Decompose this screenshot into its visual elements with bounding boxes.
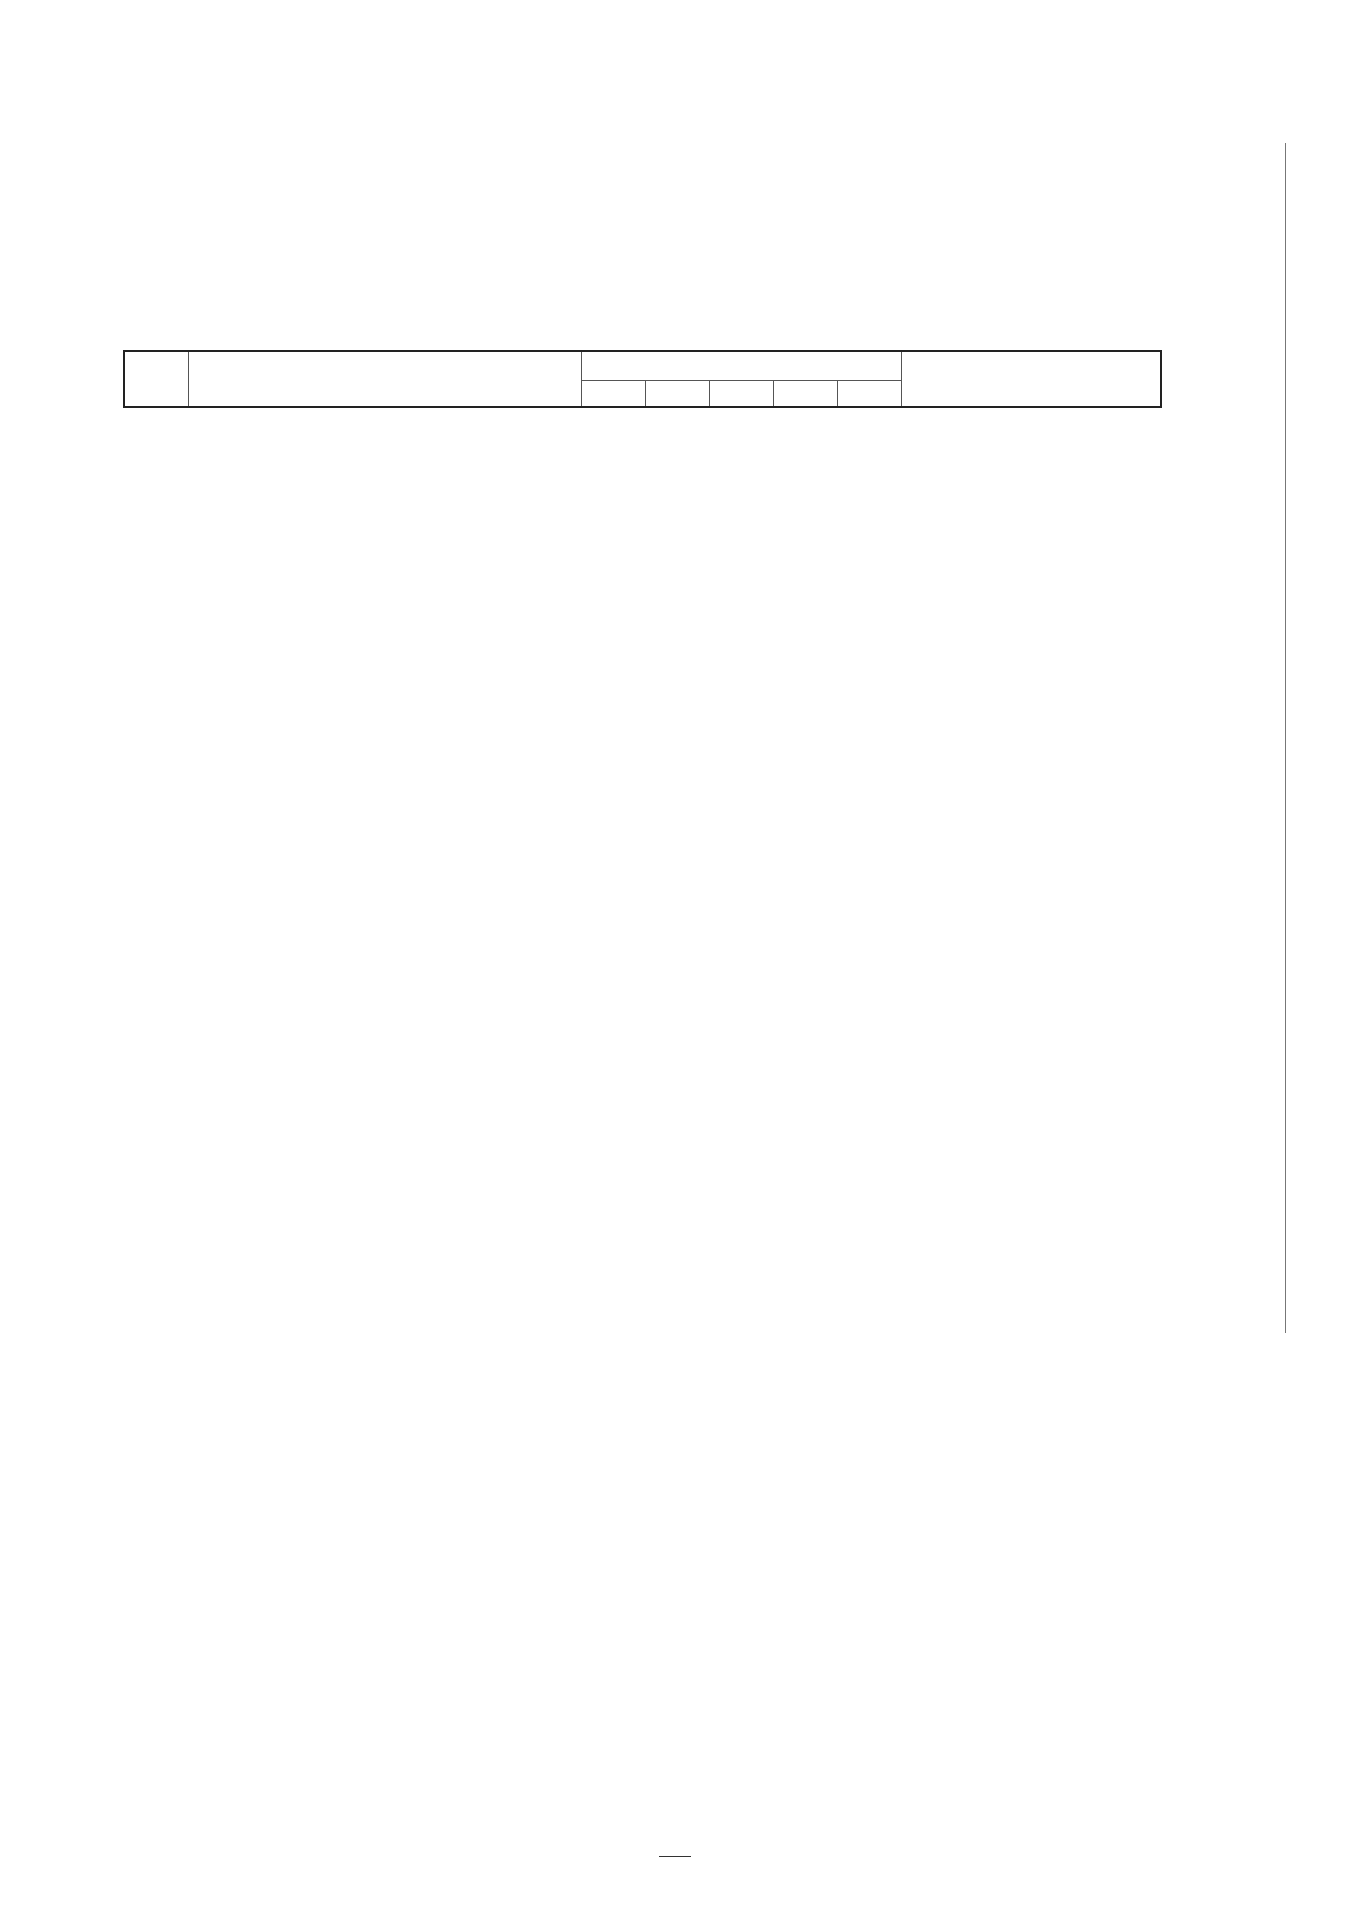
header-notes — [901, 351, 1161, 407]
header-category — [124, 351, 188, 407]
header-subject — [188, 351, 581, 407]
curriculum-table — [123, 350, 1162, 408]
header-year-4 — [773, 380, 837, 407]
header-year-3 — [709, 380, 773, 407]
header-total — [837, 380, 901, 407]
header-year-2 — [645, 380, 709, 407]
header-year-1 — [581, 380, 645, 407]
side-index — [1285, 143, 1351, 1333]
page-number-rule — [659, 1856, 691, 1857]
header-years-group — [581, 351, 901, 380]
